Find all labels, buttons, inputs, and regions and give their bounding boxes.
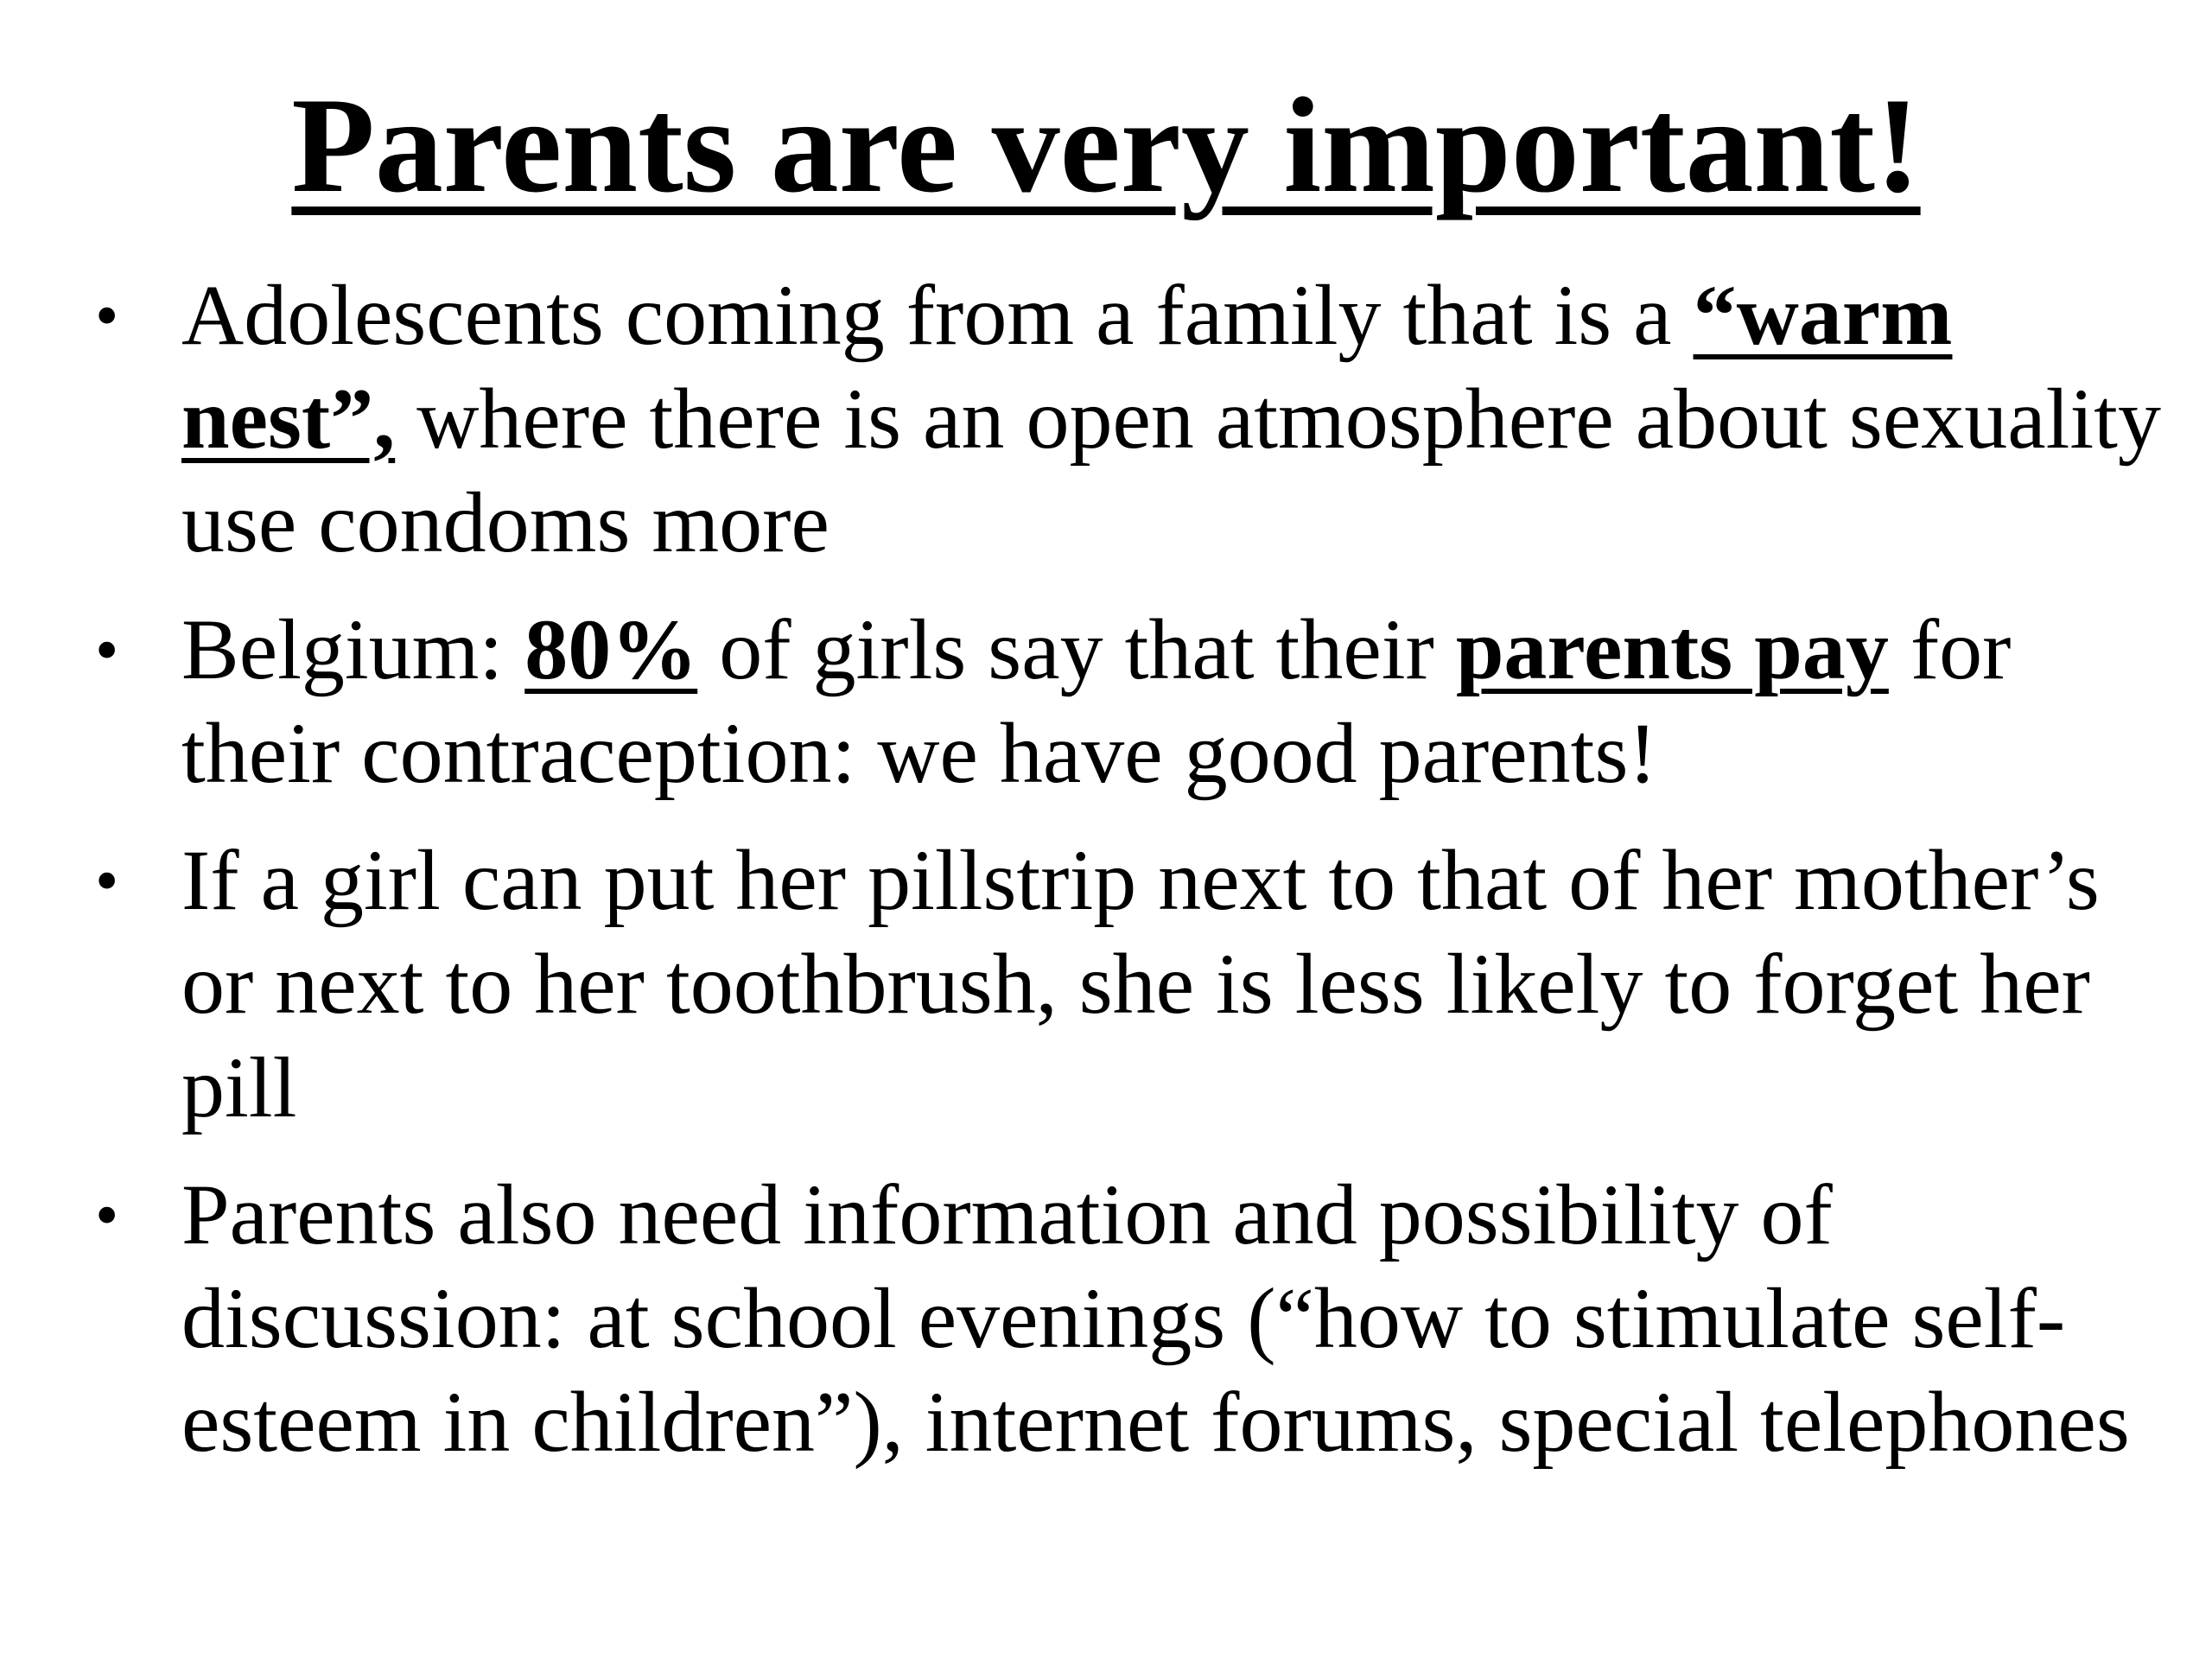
bullet-2-text-1: Belgium: — [181, 601, 525, 697]
bullet-item-2 — [95, 598, 2186, 805]
bullet-item-4 — [95, 1163, 2186, 1474]
bullet-2-text-3: for their contraception: we have good parents! — [181, 601, 2012, 801]
bullet-item-3 — [95, 829, 2186, 1140]
bullet-item-1 — [95, 264, 2186, 575]
bullet-list — [95, 264, 2186, 1497]
bullet-2-text-2: of girls say that their — [697, 601, 1456, 697]
bullet-dot-icon: • — [95, 612, 119, 687]
bullet-dot-icon: • — [95, 1177, 119, 1252]
slide-title: Parents are very important! — [291, 70, 1921, 221]
bullet-dot-icon: • — [95, 842, 119, 918]
bullet-1-text-1: Adolescents coming from a family that is a — [181, 267, 1694, 363]
bullet-1-emphasis-warm-nest: “warm nest”, — [181, 267, 1953, 467]
bullet-4-text: Parents also need information and possibility of discussion: at school evenings (“how to stimulate self-esteem in children”), internet forums, special telephones — [181, 1166, 2130, 1470]
bullet-3-text: If a girl can put her pillstrip next to that of her mother’s or next to her toothbrush, she is less likely to forget her pill — [181, 832, 2100, 1135]
bullet-1-text-2: where there is an open atmosphere about sexuality use condoms more — [181, 371, 2161, 570]
bullet-dot-icon: • — [95, 277, 119, 353]
bullet-2-emphasis-parents-pay: parents pay — [1455, 601, 1889, 697]
bullet-2-emphasis-percent: 80% — [524, 601, 698, 697]
